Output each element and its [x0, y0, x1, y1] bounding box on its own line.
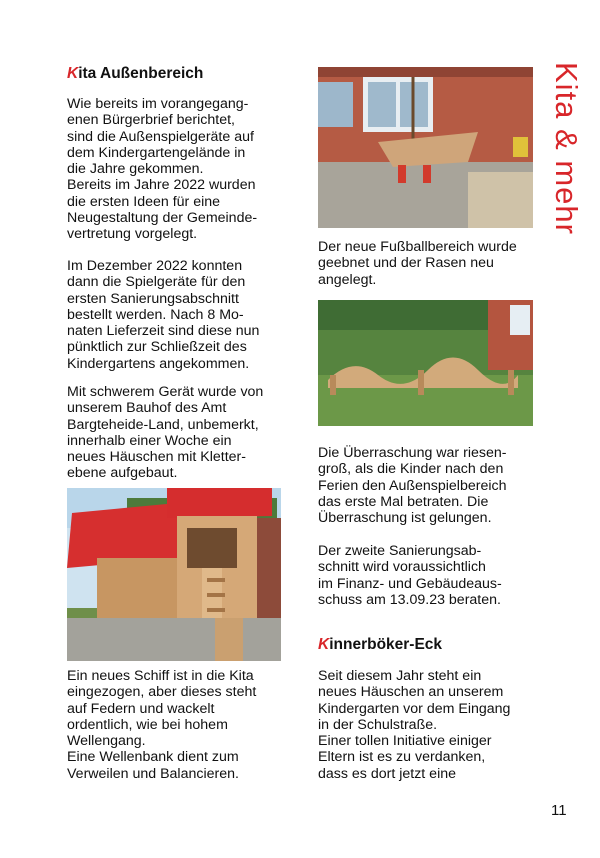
- right-heading-block: [318, 637, 543, 653]
- page-number: 11: [551, 802, 567, 819]
- right-paragraph-1: Die Überraschung war riesen- groß, als die Kinder nach den Ferien den Außenspielbereich das erste Mal betraten. Die Überraschung ist gelungen.: [318, 445, 507, 527]
- right-paragraph-2: Der zweite Sanierungsab- schnitt wird voraussichtlich im Finanz- und Gebäudeaus- schuss am 13.09.23 beraten.: [318, 543, 502, 608]
- right-caption-1: Der neue Fußballbereich wurde geebnet und der Rasen neu angelegt.: [318, 239, 517, 288]
- photo-wooden-ship: [318, 67, 533, 228]
- right-paragraph-3: Seit diesem Jahr steht ein neues Häuschen an unserem Kindergarten vor dem Eingang in der Schulstraße. Einer tollen Initiative einiger Eltern ist es zu verdanken, dass es dort jetzt eine: [318, 668, 511, 782]
- heading-kita-aussenbereich: Kita Außenbereich: [67, 65, 204, 82]
- left-column: [67, 66, 292, 82]
- heading-kinnerboeker-eck: Kinnerböker-Eck: [318, 636, 443, 653]
- section-title-vertical: Kita & mehr: [549, 62, 584, 235]
- photo-wave-bench: [318, 300, 533, 426]
- left-paragraph-3: Mit schwerem Gerät wurde von unserem Bauhof des Amt Bargteheide-Land, unbemerkt, innerhalb einer Woche ein neues Häuschen mit Kletter- ebene aufgebaut.: [67, 384, 264, 482]
- left-paragraph-1: Wie bereits im vorangegang- enen Bürgerbrief berichtet, sind die Außenspielgeräte auf dem Kindergartengelände in die Jahre gekommen. Bereits im Jahre 2022 wurden die ersten Ideen für eine Neugestaltung der Gemeinde- vertretung vorgelegt.: [67, 96, 258, 243]
- photo-play-house: [67, 488, 281, 661]
- left-paragraph-2: Im Dezember 2022 konnten dann die Spielgeräte für den ersten Sanierungsabschnitt bestellt werden. Nach 8 Mo- naten Lieferzeit sind diese nun pünktlich zur Schließzeit des Kindergartens angekommen.: [67, 258, 260, 372]
- left-paragraph-4: Ein neues Schiff ist in die Kita eingezogen, aber dieses steht auf Federn und wackelt ordentlich, wie bei hohem Wellengang. Eine Wellenbank dient zum Verweilen und Balancieren.: [67, 668, 257, 782]
